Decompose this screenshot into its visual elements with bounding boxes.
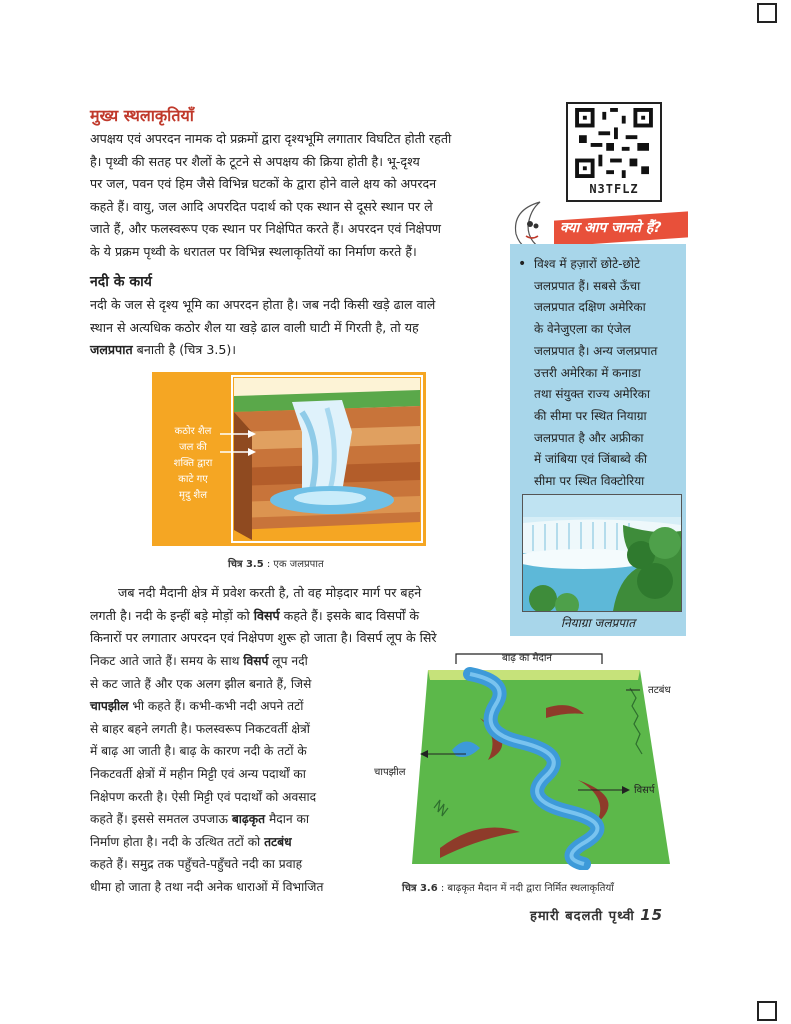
column-line-a: कहते हैं। इससे समतल उपजाऊ <box>90 812 232 827</box>
sidebar-line: विश्व में हज़ारों छोटे-छोटे <box>534 257 641 271</box>
label-meander: विसर्प <box>634 785 655 796</box>
column-line-a: से बाहर बहने लगती है। फलस्वरूप निकटवर्ती क्षेत्रों <box>90 721 310 736</box>
caption-number: चित्र 3.5 <box>228 559 264 570</box>
column-line-a: निकट आते जाते हैं। समय के साथ <box>90 654 244 668</box>
sidebar-line: जलप्रपात हैं। सबसे ऊँचा <box>534 278 641 293</box>
label-hard-rock: कठोर शैल <box>174 426 212 437</box>
intro-paragraph <box>90 128 498 264</box>
label-oxbow: चापझील <box>374 767 406 778</box>
intro-line: पर जल, पवन एवं हिम जैसे विभिन्न घटकों के द्वारा होने वाले क्षय को अपरदन <box>90 176 437 192</box>
book-title: हमारी बदलती पृथ्वी <box>530 909 635 924</box>
term-oxbow-lake: चापझील <box>90 699 129 714</box>
qr-icon <box>574 108 654 178</box>
meander-line-a: लगती है। नदी के इन्हीं बड़े मोड़ों को <box>90 607 254 623</box>
niagara-falls-image <box>523 495 681 611</box>
page-footer <box>530 906 663 924</box>
qr-code-label: N3TFLZ <box>589 182 639 196</box>
meander-paragraph <box>90 582 498 650</box>
section-title: मुख्य स्थलाकृतियाँ <box>90 106 194 125</box>
meander-line-b: कहते हैं। इसके बाद विसर्पों के <box>279 607 420 623</box>
sidebar-line: जलप्रपात है और अफ्रीका <box>534 430 644 445</box>
figure-floodplain <box>370 648 690 870</box>
column-line <box>90 808 360 831</box>
label-soft-rock: मृदु शैल <box>178 490 208 501</box>
river-line-rest: बनाती है (चित्र 3.5)। <box>132 342 237 358</box>
sidebar-line: में जांबिया एवं जिंबाब्वे की <box>534 452 647 467</box>
column-line-bold: विसर्प <box>243 654 269 668</box>
river-line: स्थान से अत्यधिक कठोर शैल या खड़े ढाल वाली घाटी में गिरती है, तो यह <box>90 319 419 335</box>
label-force-by: शक्ति द्वारा <box>173 458 213 469</box>
column-line <box>90 853 360 876</box>
figure-waterfall <box>152 372 426 546</box>
figure-floodplain-caption <box>402 880 614 894</box>
page-number: 15 <box>640 906 664 924</box>
column-line-a: कहते हैं। समुद्र तक पहुँचते-पहुँचते नदी का प्रवाह <box>90 857 303 872</box>
column-line-c: लूप नदी <box>268 654 308 668</box>
term-meander: विसर्प <box>253 607 280 623</box>
term-levee: तटबंध <box>264 834 292 849</box>
sidebar-line: उत्तरी अमेरिका में कनाडा <box>534 365 641 380</box>
caption-text: : एक जलप्रपात <box>263 559 324 570</box>
intro-line: जाते हैं, और फलस्वरूप एक स्थान पर निक्षेपित करते हैं। अपरदन एवं निक्षेपण <box>90 221 441 237</box>
corner-mark-bottom <box>757 1001 777 1021</box>
column-line <box>90 763 360 786</box>
meander-line: जब नदी मैदानी क्षेत्र में प्रवेश करती है, तो वह मोड़दार मार्ग पर बहने <box>118 585 422 600</box>
intro-line: के ये प्रक्रम पृथ्वी के धरातल पर विभिन्न स्थलाकृतियों का निर्माण करते हैं। <box>90 243 417 259</box>
column-line-a: निर्माण होता है। नदी के उत्थित तटों को <box>90 834 265 849</box>
floodplain-illustration <box>370 648 690 870</box>
intro-line: है। पृथ्वी की सतह पर शैलों के टूटने से अपक्षय की क्रिया होती है। भू-दृश्य <box>90 153 420 169</box>
term-floodplain: बाढ़कृत <box>231 812 266 827</box>
column-line-c: मैदान का <box>265 812 310 827</box>
river-subheading: नदी के कार्य <box>90 274 152 290</box>
caption-text: : बाढ़कृत मैदान में नदी द्वारा निर्मित स्थलाकृतियाँ <box>437 883 614 894</box>
column-line <box>90 718 360 741</box>
label-water-of: जल की <box>179 442 207 453</box>
column-line <box>90 740 360 763</box>
column-line-a: में बाढ़ आ जाती है। बाढ़ के कारण नदी के तटों के <box>90 744 307 759</box>
column-line <box>90 673 360 696</box>
sidebar-line: जलप्रपात दक्षिण अमेरिका <box>534 300 646 315</box>
sidebar-line: की सीमा पर स्थित नियाग्रा <box>534 408 647 423</box>
caption-number: चित्र 3.6 <box>402 883 438 894</box>
column-line <box>90 786 360 809</box>
column-line-c: भी कहते हैं। कभी-कभी नदी अपने तटों <box>128 699 304 714</box>
sidebar-bullet: • <box>518 256 527 272</box>
niagara-photo-caption: नियाग्रा जलप्रपात <box>560 616 636 630</box>
term-waterfall: जलप्रपात <box>90 342 133 358</box>
intro-line: कहते हैं। वायु, जल आदि अपरदित पदार्थ को एक स्थान से दूसरे स्थान पर ले <box>90 198 433 214</box>
river-paragraph <box>90 294 498 362</box>
banner-title: क्या आप जानते हैं? <box>560 220 662 236</box>
column-line <box>90 650 360 673</box>
column-line-a: निक्षेपण करती है। ऐसी मिट्टी एवं पदार्थों को अवसाद <box>90 789 317 804</box>
meander-line <box>90 605 498 628</box>
sidebar-line: के वेनेजुएला का एंजेल <box>534 322 631 337</box>
sidebar-line: जलप्रपात है। अन्य जलप्रपात <box>534 343 658 358</box>
river-line <box>90 339 498 362</box>
sidebar-line: तथा संयुक्त राज्य अमेरिका <box>534 387 650 402</box>
sidebar-text <box>534 254 682 514</box>
column-line-a: निकटवर्ती क्षेत्रों में महीन मिट्टी एवं अन्य पदार्थों का <box>90 766 306 781</box>
label-levee: तटबंध <box>648 685 671 696</box>
column-line <box>90 831 360 854</box>
niagara-photo <box>522 494 682 612</box>
column-line <box>90 876 360 899</box>
label-floodplain: बाढ़ का मैदान <box>502 653 552 664</box>
corner-mark-top <box>757 3 777 23</box>
label-cut: काटे गए <box>178 474 208 485</box>
column-line <box>90 695 360 718</box>
column-line-a: धीमा हो जाता है तथा नदी अनेक धाराओं में विभाजित <box>90 879 324 894</box>
qr-code[interactable] <box>566 102 662 202</box>
river-line: नदी के जल से दृश्य भूमि का अपरदन होता है। जब नदी किसी खड़े ढाल वाले <box>90 297 436 312</box>
arrow-icon <box>218 428 258 468</box>
intro-line: अपक्षय एवं अपरदन नामक दो प्रक्रमों द्वारा दृश्यभूमि लगातार विघटित होती रहती <box>90 131 452 146</box>
column-line-a: से कट जाते हैं और एक अलग झील बनाते हैं, जिसे <box>90 676 312 691</box>
figure-waterfall-caption <box>228 556 324 570</box>
meander-line: किनारों पर लगातार अपरदन एवं निक्षेपण शुरू हो जाता है। विसर्प लूप के सिरे <box>90 630 437 646</box>
sidebar-line: सीमा पर स्थित विक्टोरिया <box>534 474 645 489</box>
meander-column <box>90 650 360 899</box>
